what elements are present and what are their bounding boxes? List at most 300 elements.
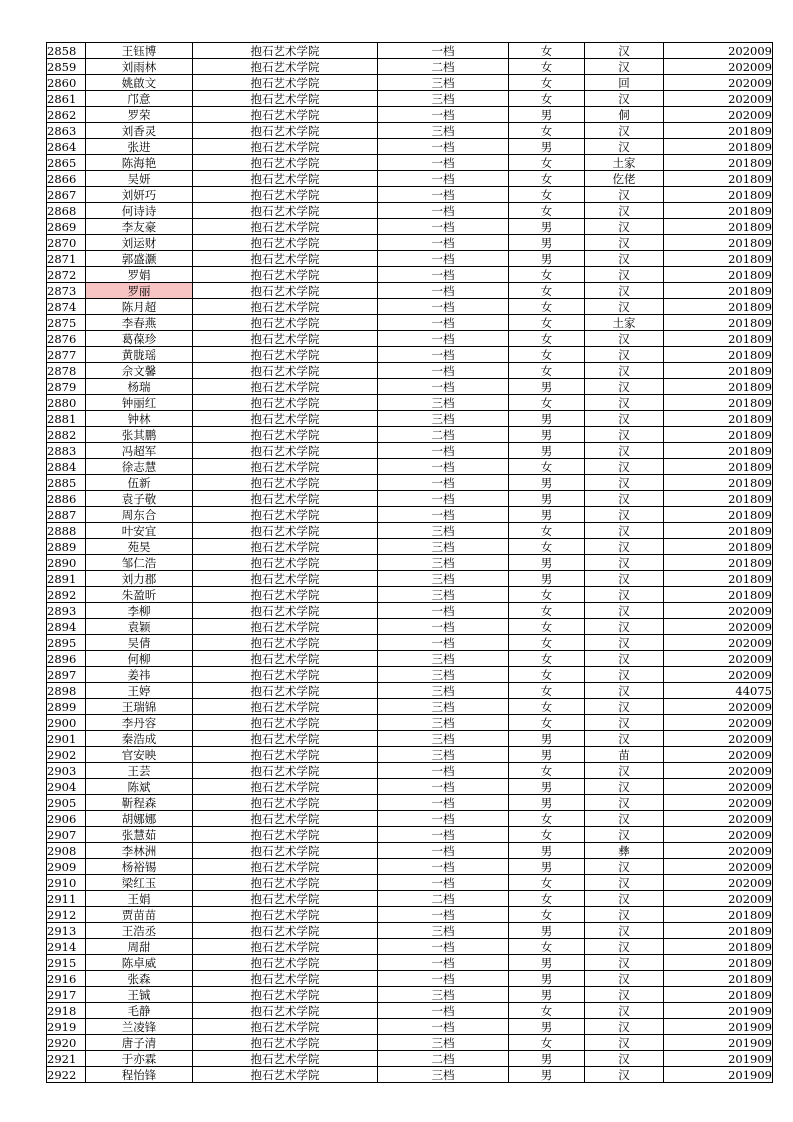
enrollment-date-cell[interactable]: 201809 (664, 923, 773, 939)
name-cell[interactable]: 叶安宜 (86, 523, 193, 539)
college-cell[interactable]: 抱石艺术学院 (193, 363, 378, 379)
college-cell[interactable]: 抱石艺术学院 (193, 763, 378, 779)
ethnicity-cell[interactable]: 汉 (585, 139, 664, 155)
college-cell[interactable]: 抱石艺术学院 (193, 715, 378, 731)
enrollment-date-cell[interactable]: 201809 (664, 267, 773, 283)
row-number-cell[interactable]: 2863 (47, 123, 86, 139)
level-cell[interactable]: 一档 (378, 907, 509, 923)
gender-cell[interactable]: 男 (509, 747, 585, 763)
college-cell[interactable]: 抱石艺术学院 (193, 43, 378, 59)
college-cell[interactable]: 抱石艺术学院 (193, 1003, 378, 1019)
ethnicity-cell[interactable]: 汉 (585, 1051, 664, 1067)
row-number-cell[interactable]: 2875 (47, 315, 86, 331)
ethnicity-cell[interactable]: 汉 (585, 427, 664, 443)
gender-cell[interactable]: 女 (509, 907, 585, 923)
row-number-cell[interactable]: 2919 (47, 1019, 86, 1035)
level-cell[interactable]: 三档 (378, 987, 509, 1003)
name-cell[interactable]: 葛葆珍 (86, 331, 193, 347)
name-cell[interactable]: 胡娜娜 (86, 811, 193, 827)
name-cell[interactable]: 王浩丞 (86, 923, 193, 939)
level-cell[interactable]: 一档 (378, 155, 509, 171)
ethnicity-cell[interactable]: 汉 (585, 91, 664, 107)
enrollment-date-cell[interactable]: 202009 (664, 651, 773, 667)
row-number-cell[interactable]: 2880 (47, 395, 86, 411)
row-number-cell[interactable]: 2916 (47, 971, 86, 987)
college-cell[interactable]: 抱石艺术学院 (193, 123, 378, 139)
enrollment-date-cell[interactable]: 201809 (664, 907, 773, 923)
name-cell[interactable]: 钟林 (86, 411, 193, 427)
ethnicity-cell[interactable]: 仡佬 (585, 171, 664, 187)
gender-cell[interactable]: 男 (509, 1019, 585, 1035)
ethnicity-cell[interactable]: 汉 (585, 619, 664, 635)
gender-cell[interactable]: 男 (509, 379, 585, 395)
ethnicity-cell[interactable]: 汉 (585, 731, 664, 747)
name-cell-highlighted[interactable]: 罗丽 (86, 283, 193, 299)
college-cell[interactable]: 抱石艺术学院 (193, 1051, 378, 1067)
row-number-cell[interactable]: 2903 (47, 763, 86, 779)
gender-cell[interactable]: 男 (509, 107, 585, 123)
name-cell[interactable]: 刘雨林 (86, 59, 193, 75)
gender-cell[interactable]: 女 (509, 347, 585, 363)
gender-cell[interactable]: 男 (509, 1051, 585, 1067)
ethnicity-cell[interactable]: 汉 (585, 667, 664, 683)
row-number-cell[interactable]: 2894 (47, 619, 86, 635)
row-number-cell[interactable]: 2901 (47, 731, 86, 747)
college-cell[interactable]: 抱石艺术学院 (193, 283, 378, 299)
gender-cell[interactable]: 男 (509, 507, 585, 523)
gender-cell[interactable]: 男 (509, 923, 585, 939)
gender-cell[interactable]: 女 (509, 187, 585, 203)
gender-cell[interactable]: 男 (509, 251, 585, 267)
enrollment-date-cell[interactable]: 202009 (664, 779, 773, 795)
enrollment-date-cell[interactable]: 201809 (664, 363, 773, 379)
enrollment-date-cell[interactable]: 201809 (664, 379, 773, 395)
enrollment-date-cell[interactable]: 201809 (664, 395, 773, 411)
level-cell[interactable]: 三档 (378, 731, 509, 747)
level-cell[interactable]: 三档 (378, 91, 509, 107)
college-cell[interactable]: 抱石艺术学院 (193, 635, 378, 651)
ethnicity-cell[interactable]: 汉 (585, 587, 664, 603)
name-cell[interactable]: 周东合 (86, 507, 193, 523)
level-cell[interactable]: 一档 (378, 827, 509, 843)
college-cell[interactable]: 抱石艺术学院 (193, 315, 378, 331)
gender-cell[interactable]: 女 (509, 587, 585, 603)
gender-cell[interactable]: 男 (509, 475, 585, 491)
gender-cell[interactable]: 男 (509, 987, 585, 1003)
enrollment-date-cell[interactable]: 202009 (664, 619, 773, 635)
row-number-cell[interactable]: 2898 (47, 683, 86, 699)
college-cell[interactable]: 抱石艺术学院 (193, 539, 378, 555)
name-cell[interactable]: 冯超军 (86, 443, 193, 459)
name-cell[interactable]: 秦浩成 (86, 731, 193, 747)
enrollment-date-cell[interactable]: 201809 (664, 491, 773, 507)
enrollment-date-cell[interactable]: 201809 (664, 315, 773, 331)
row-number-cell[interactable]: 2914 (47, 939, 86, 955)
ethnicity-cell[interactable]: 土家 (585, 315, 664, 331)
level-cell[interactable]: 一档 (378, 331, 509, 347)
level-cell[interactable]: 一档 (378, 875, 509, 891)
gender-cell[interactable]: 女 (509, 59, 585, 75)
gender-cell[interactable]: 男 (509, 443, 585, 459)
level-cell[interactable]: 三档 (378, 667, 509, 683)
ethnicity-cell[interactable]: 汉 (585, 971, 664, 987)
level-cell[interactable]: 三档 (378, 747, 509, 763)
level-cell[interactable]: 一档 (378, 219, 509, 235)
enrollment-date-cell[interactable]: 202009 (664, 59, 773, 75)
ethnicity-cell[interactable]: 汉 (585, 59, 664, 75)
ethnicity-cell[interactable]: 汉 (585, 635, 664, 651)
gender-cell[interactable]: 男 (509, 859, 585, 875)
ethnicity-cell[interactable]: 汉 (585, 379, 664, 395)
row-number-cell[interactable]: 2887 (47, 507, 86, 523)
ethnicity-cell[interactable]: 汉 (585, 331, 664, 347)
name-cell[interactable]: 伍新 (86, 475, 193, 491)
college-cell[interactable]: 抱石艺术学院 (193, 75, 378, 91)
enrollment-date-cell[interactable]: 202009 (664, 747, 773, 763)
ethnicity-cell[interactable]: 汉 (585, 907, 664, 923)
ethnicity-cell[interactable]: 汉 (585, 1035, 664, 1051)
ethnicity-cell[interactable]: 汉 (585, 203, 664, 219)
college-cell[interactable]: 抱石艺术学院 (193, 219, 378, 235)
level-cell[interactable]: 一档 (378, 347, 509, 363)
ethnicity-cell[interactable]: 汉 (585, 827, 664, 843)
enrollment-date-cell[interactable]: 201809 (664, 427, 773, 443)
ethnicity-cell[interactable]: 汉 (585, 555, 664, 571)
enrollment-date-cell[interactable]: 201809 (664, 187, 773, 203)
ethnicity-cell[interactable]: 汉 (585, 539, 664, 555)
row-number-cell[interactable]: 2892 (47, 587, 86, 603)
college-cell[interactable]: 抱石艺术学院 (193, 171, 378, 187)
college-cell[interactable]: 抱石艺术学院 (193, 235, 378, 251)
gender-cell[interactable]: 女 (509, 1003, 585, 1019)
college-cell[interactable]: 抱石艺术学院 (193, 619, 378, 635)
gender-cell[interactable]: 男 (509, 571, 585, 587)
row-number-cell[interactable]: 2881 (47, 411, 86, 427)
gender-cell[interactable]: 男 (509, 235, 585, 251)
name-cell[interactable]: 刘妍巧 (86, 187, 193, 203)
ethnicity-cell[interactable]: 汉 (585, 251, 664, 267)
ethnicity-cell[interactable]: 汉 (585, 283, 664, 299)
level-cell[interactable]: 一档 (378, 779, 509, 795)
enrollment-date-cell[interactable]: 201809 (664, 411, 773, 427)
enrollment-date-cell[interactable]: 202009 (664, 699, 773, 715)
ethnicity-cell[interactable]: 汉 (585, 219, 664, 235)
level-cell[interactable]: 一档 (378, 379, 509, 395)
row-number-cell[interactable]: 2893 (47, 603, 86, 619)
level-cell[interactable]: 一档 (378, 491, 509, 507)
ethnicity-cell[interactable]: 汉 (585, 795, 664, 811)
name-cell[interactable]: 陈月超 (86, 299, 193, 315)
enrollment-date-cell[interactable]: 202009 (664, 667, 773, 683)
name-cell[interactable]: 邹仁浩 (86, 555, 193, 571)
enrollment-date-cell[interactable]: 201809 (664, 459, 773, 475)
enrollment-date-cell[interactable]: 201809 (664, 939, 773, 955)
name-cell[interactable]: 罗荣 (86, 107, 193, 123)
college-cell[interactable]: 抱石艺术学院 (193, 699, 378, 715)
name-cell[interactable]: 官安映 (86, 747, 193, 763)
level-cell[interactable]: 三档 (378, 699, 509, 715)
level-cell[interactable]: 一档 (378, 955, 509, 971)
college-cell[interactable]: 抱石艺术学院 (193, 571, 378, 587)
college-cell[interactable]: 抱石艺术学院 (193, 603, 378, 619)
college-cell[interactable]: 抱石艺术学院 (193, 379, 378, 395)
name-cell[interactable]: 刘香灵 (86, 123, 193, 139)
level-cell[interactable]: 一档 (378, 299, 509, 315)
name-cell[interactable]: 苑昊 (86, 539, 193, 555)
name-cell[interactable]: 吴倩 (86, 635, 193, 651)
level-cell[interactable]: 一档 (378, 795, 509, 811)
name-cell[interactable]: 刘运财 (86, 235, 193, 251)
level-cell[interactable]: 一档 (378, 763, 509, 779)
level-cell[interactable]: 三档 (378, 539, 509, 555)
row-number-cell[interactable]: 2906 (47, 811, 86, 827)
ethnicity-cell[interactable]: 汉 (585, 875, 664, 891)
college-cell[interactable]: 抱石艺术学院 (193, 251, 378, 267)
gender-cell[interactable]: 女 (509, 267, 585, 283)
level-cell[interactable]: 三档 (378, 683, 509, 699)
name-cell[interactable]: 王芸 (86, 763, 193, 779)
row-number-cell[interactable]: 2865 (47, 155, 86, 171)
row-number-cell[interactable]: 2909 (47, 859, 86, 875)
enrollment-date-cell[interactable]: 201809 (664, 507, 773, 523)
college-cell[interactable]: 抱石艺术学院 (193, 331, 378, 347)
name-cell[interactable]: 王婷 (86, 683, 193, 699)
row-number-cell[interactable]: 2878 (47, 363, 86, 379)
enrollment-date-cell[interactable]: 201909 (664, 1019, 773, 1035)
level-cell[interactable]: 一档 (378, 859, 509, 875)
college-cell[interactable]: 抱石艺术学院 (193, 395, 378, 411)
college-cell[interactable]: 抱石艺术学院 (193, 779, 378, 795)
enrollment-date-cell[interactable]: 201809 (664, 203, 773, 219)
enrollment-date-cell[interactable]: 201809 (664, 171, 773, 187)
ethnicity-cell[interactable]: 汉 (585, 779, 664, 795)
name-cell[interactable]: 杨瑞 (86, 379, 193, 395)
gender-cell[interactable]: 女 (509, 123, 585, 139)
level-cell[interactable]: 三档 (378, 715, 509, 731)
ethnicity-cell[interactable]: 汉 (585, 459, 664, 475)
name-cell[interactable]: 何柳 (86, 651, 193, 667)
college-cell[interactable]: 抱石艺术学院 (193, 1019, 378, 1035)
row-number-cell[interactable]: 2867 (47, 187, 86, 203)
level-cell[interactable]: 一档 (378, 187, 509, 203)
college-cell[interactable]: 抱石艺术学院 (193, 955, 378, 971)
college-cell[interactable]: 抱石艺术学院 (193, 155, 378, 171)
gender-cell[interactable]: 女 (509, 539, 585, 555)
college-cell[interactable]: 抱石艺术学院 (193, 203, 378, 219)
name-cell[interactable]: 陈卓威 (86, 955, 193, 971)
name-cell[interactable]: 姜祎 (86, 667, 193, 683)
college-cell[interactable]: 抱石艺术学院 (193, 907, 378, 923)
gender-cell[interactable]: 女 (509, 91, 585, 107)
ethnicity-cell[interactable]: 汉 (585, 347, 664, 363)
name-cell[interactable]: 贾苗苗 (86, 907, 193, 923)
college-cell[interactable]: 抱石艺术学院 (193, 187, 378, 203)
college-cell[interactable]: 抱石艺术学院 (193, 939, 378, 955)
ethnicity-cell[interactable]: 侗 (585, 107, 664, 123)
ethnicity-cell[interactable]: 汉 (585, 1019, 664, 1035)
level-cell[interactable]: 三档 (378, 523, 509, 539)
row-number-cell[interactable]: 2896 (47, 651, 86, 667)
enrollment-date-cell[interactable]: 202009 (664, 811, 773, 827)
enrollment-date-cell[interactable]: 202009 (664, 43, 773, 59)
ethnicity-cell[interactable]: 汉 (585, 699, 664, 715)
ethnicity-cell[interactable]: 汉 (585, 235, 664, 251)
row-number-cell[interactable]: 2870 (47, 235, 86, 251)
level-cell[interactable]: 三档 (378, 1035, 509, 1051)
enrollment-date-cell[interactable]: 202009 (664, 843, 773, 859)
level-cell[interactable]: 一档 (378, 843, 509, 859)
row-number-cell[interactable]: 2920 (47, 1035, 86, 1051)
enrollment-date-cell[interactable]: 201809 (664, 251, 773, 267)
row-number-cell[interactable]: 2877 (47, 347, 86, 363)
ethnicity-cell[interactable]: 汉 (585, 123, 664, 139)
college-cell[interactable]: 抱石艺术学院 (193, 795, 378, 811)
enrollment-date-cell[interactable]: 202009 (664, 635, 773, 651)
college-cell[interactable]: 抱石艺术学院 (193, 859, 378, 875)
gender-cell[interactable]: 女 (509, 667, 585, 683)
name-cell[interactable]: 于亦霖 (86, 1051, 193, 1067)
gender-cell[interactable]: 男 (509, 795, 585, 811)
row-number-cell[interactable]: 2912 (47, 907, 86, 923)
enrollment-date-cell[interactable]: 202009 (664, 75, 773, 91)
ethnicity-cell[interactable]: 汉 (585, 923, 664, 939)
row-number-cell[interactable]: 2913 (47, 923, 86, 939)
gender-cell[interactable]: 女 (509, 43, 585, 59)
college-cell[interactable]: 抱石艺术学院 (193, 107, 378, 123)
level-cell[interactable]: 一档 (378, 251, 509, 267)
college-cell[interactable]: 抱石艺术学院 (193, 91, 378, 107)
enrollment-date-cell[interactable]: 201909 (664, 1067, 773, 1083)
ethnicity-cell[interactable]: 汉 (585, 507, 664, 523)
ethnicity-cell[interactable]: 汉 (585, 939, 664, 955)
name-cell[interactable]: 张进 (86, 139, 193, 155)
row-number-cell[interactable]: 2860 (47, 75, 86, 91)
level-cell[interactable]: 一档 (378, 235, 509, 251)
ethnicity-cell[interactable]: 汉 (585, 891, 664, 907)
enrollment-date-cell[interactable]: 202009 (664, 731, 773, 747)
ethnicity-cell[interactable]: 汉 (585, 411, 664, 427)
enrollment-date-cell[interactable]: 201809 (664, 523, 773, 539)
level-cell[interactable]: 一档 (378, 635, 509, 651)
enrollment-date-cell[interactable]: 201809 (664, 347, 773, 363)
gender-cell[interactable]: 女 (509, 299, 585, 315)
college-cell[interactable]: 抱石艺术学院 (193, 987, 378, 1003)
enrollment-date-cell[interactable]: 44075 (664, 683, 773, 699)
college-cell[interactable]: 抱石艺术学院 (193, 475, 378, 491)
row-number-cell[interactable]: 2862 (47, 107, 86, 123)
row-number-cell[interactable]: 2897 (47, 667, 86, 683)
college-cell[interactable]: 抱石艺术学院 (193, 299, 378, 315)
ethnicity-cell[interactable]: 汉 (585, 651, 664, 667)
enrollment-date-cell[interactable]: 202009 (664, 827, 773, 843)
level-cell[interactable]: 三档 (378, 587, 509, 603)
level-cell[interactable]: 一档 (378, 443, 509, 459)
row-number-cell[interactable]: 2907 (47, 827, 86, 843)
ethnicity-cell[interactable]: 汉 (585, 715, 664, 731)
name-cell[interactable]: 李丹容 (86, 715, 193, 731)
enrollment-date-cell[interactable]: 201909 (664, 1003, 773, 1019)
name-cell[interactable]: 袁子敬 (86, 491, 193, 507)
level-cell[interactable]: 一档 (378, 603, 509, 619)
college-cell[interactable]: 抱石艺术学院 (193, 843, 378, 859)
row-number-cell[interactable]: 2885 (47, 475, 86, 491)
enrollment-date-cell[interactable]: 202009 (664, 603, 773, 619)
ethnicity-cell[interactable]: 汉 (585, 267, 664, 283)
gender-cell[interactable]: 女 (509, 891, 585, 907)
name-cell[interactable]: 佘文馨 (86, 363, 193, 379)
level-cell[interactable]: 一档 (378, 507, 509, 523)
gender-cell[interactable]: 男 (509, 491, 585, 507)
gender-cell[interactable]: 女 (509, 763, 585, 779)
ethnicity-cell[interactable]: 汉 (585, 299, 664, 315)
enrollment-date-cell[interactable]: 202009 (664, 795, 773, 811)
enrollment-date-cell[interactable]: 202009 (664, 715, 773, 731)
row-number-cell[interactable]: 2859 (47, 59, 86, 75)
row-number-cell[interactable]: 2858 (47, 43, 86, 59)
ethnicity-cell[interactable]: 汉 (585, 443, 664, 459)
gender-cell[interactable]: 男 (509, 971, 585, 987)
level-cell[interactable]: 三档 (378, 923, 509, 939)
level-cell[interactable]: 二档 (378, 1051, 509, 1067)
row-number-cell[interactable]: 2890 (47, 555, 86, 571)
gender-cell[interactable]: 女 (509, 155, 585, 171)
enrollment-date-cell[interactable]: 202009 (664, 859, 773, 875)
row-number-cell[interactable]: 2874 (47, 299, 86, 315)
gender-cell[interactable]: 女 (509, 459, 585, 475)
college-cell[interactable]: 抱石艺术学院 (193, 59, 378, 75)
college-cell[interactable]: 抱石艺术学院 (193, 683, 378, 699)
ethnicity-cell[interactable]: 回 (585, 75, 664, 91)
row-number-cell[interactable]: 2915 (47, 955, 86, 971)
gender-cell[interactable]: 女 (509, 331, 585, 347)
ethnicity-cell[interactable]: 汉 (585, 43, 664, 59)
name-cell[interactable]: 王娟 (86, 891, 193, 907)
ethnicity-cell[interactable]: 汉 (585, 475, 664, 491)
name-cell[interactable]: 兰凌锋 (86, 1019, 193, 1035)
gender-cell[interactable]: 女 (509, 651, 585, 667)
college-cell[interactable]: 抱石艺术学院 (193, 491, 378, 507)
name-cell[interactable]: 靳程森 (86, 795, 193, 811)
gender-cell[interactable]: 女 (509, 715, 585, 731)
name-cell[interactable]: 吴妍 (86, 171, 193, 187)
level-cell[interactable]: 一档 (378, 283, 509, 299)
ethnicity-cell[interactable]: 汉 (585, 683, 664, 699)
name-cell[interactable]: 张其鹏 (86, 427, 193, 443)
enrollment-date-cell[interactable]: 201909 (664, 1051, 773, 1067)
row-number-cell[interactable]: 2891 (47, 571, 86, 587)
name-cell[interactable]: 王瑞锦 (86, 699, 193, 715)
name-cell[interactable]: 姚啟文 (86, 75, 193, 91)
row-number-cell[interactable]: 2921 (47, 1051, 86, 1067)
enrollment-date-cell[interactable]: 201809 (664, 219, 773, 235)
row-number-cell[interactable]: 2884 (47, 459, 86, 475)
gender-cell[interactable]: 女 (509, 811, 585, 827)
college-cell[interactable]: 抱石艺术学院 (193, 923, 378, 939)
gender-cell[interactable]: 女 (509, 875, 585, 891)
row-number-cell[interactable]: 2922 (47, 1067, 86, 1083)
level-cell[interactable]: 三档 (378, 75, 509, 91)
name-cell[interactable]: 李春燕 (86, 315, 193, 331)
ethnicity-cell[interactable]: 彝 (585, 843, 664, 859)
ethnicity-cell[interactable]: 汉 (585, 1067, 664, 1083)
name-cell[interactable]: 朱盈昕 (86, 587, 193, 603)
name-cell[interactable]: 杨裕锡 (86, 859, 193, 875)
name-cell[interactable]: 钟丽红 (86, 395, 193, 411)
enrollment-date-cell[interactable]: 201809 (664, 155, 773, 171)
row-number-cell[interactable]: 2902 (47, 747, 86, 763)
enrollment-date-cell[interactable]: 201809 (664, 955, 773, 971)
college-cell[interactable]: 抱石艺术学院 (193, 1035, 378, 1051)
